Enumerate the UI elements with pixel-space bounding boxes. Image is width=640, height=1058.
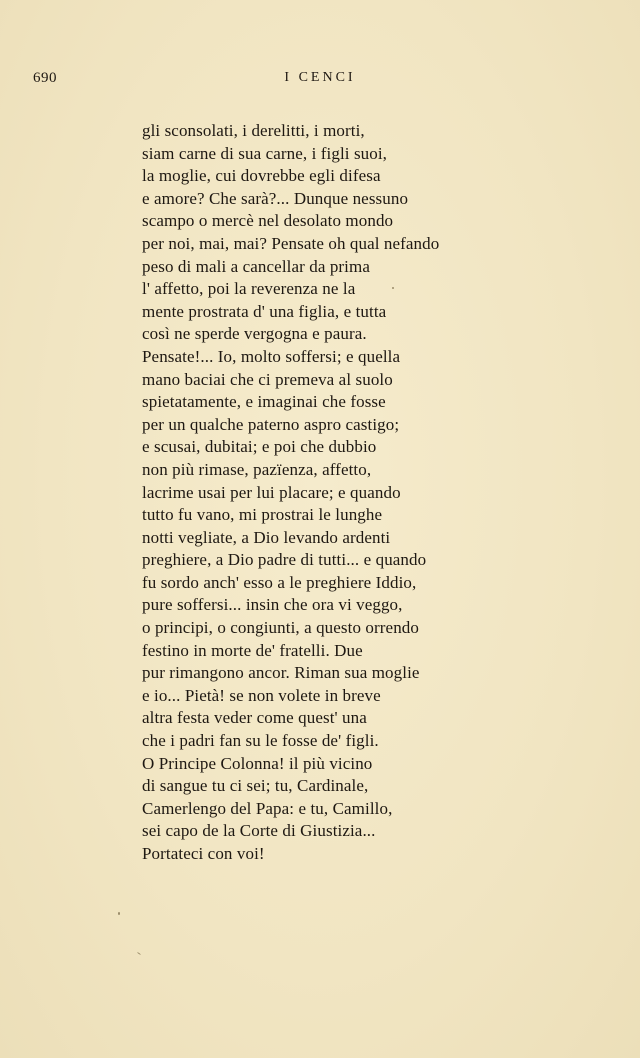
verse-line: mano baciai che ci premeva al suolo [142, 369, 393, 389]
verse-line: Camerlengo del Papa: e tu, Camillo, [142, 798, 393, 818]
verse-line: pure soffersi... insin che ora vi veggo, [142, 595, 403, 615]
verse-line: gli sconsolati, i derelitti, i morti, [142, 121, 365, 140]
verse-line: e io... Pietà! se non volete in breve [142, 685, 381, 705]
verse-line: pur rimangono ancor. Riman sua moglie [142, 663, 420, 683]
verse-line: tutto fu vano, mi prostrai le lunghe [142, 505, 383, 525]
running-title: I CENCI [284, 70, 356, 85]
verse-line: preghiere, a Dio padre di tutti... e quando [142, 550, 427, 570]
verse-line: l' affetto, poi la reverenza ne la [142, 279, 356, 299]
verse-line: O Principe Colonna! il più vicino [142, 753, 373, 773]
verse-line: per noi, mai, mai? Pensate oh qual nefando [142, 233, 440, 253]
verse-line: mente prostrata d' una figlia, e tutta [142, 301, 387, 321]
verse-line: Portateci con voi! [142, 844, 265, 863]
verse-line: la moglie, cui dovrebbe egli difesa [142, 166, 381, 186]
paper-speck [118, 912, 120, 915]
verse-line: per un qualche paterno aspro castigo; [142, 414, 400, 434]
verse-line: o principi, o congiunti, a questo orrendo [142, 618, 419, 638]
verse-line: lacrime usai per lui placare; e quando [142, 482, 401, 502]
verse-line: e scusai, dubitai; e poi che dubbio [142, 437, 377, 457]
verse-line: sei capo de la Corte di Giustizia... [142, 821, 376, 841]
verse-line: altra festa veder come quest' una [142, 708, 367, 728]
page-number: 690 [33, 70, 57, 86]
verse-line: di sangue tu ci sei; tu, Cardinale, [142, 776, 369, 796]
verse-line: scampo o mercè nel desolato mondo [142, 211, 394, 231]
verse-block [142, 120, 482, 866]
verse-line: notti vegliate, a Dio levando ardenti [142, 527, 391, 547]
verse-line: siam carne di sua carne, i figli suoi, [142, 143, 388, 163]
verse-line: peso di mali a cancellar da prima [142, 256, 370, 276]
verse-line: che i padri fan su le fosse de' figli. [142, 731, 379, 751]
paper-speck [392, 287, 394, 289]
verse-line: non più rimase, pazïenza, affetto, [142, 459, 372, 479]
verse-line: fu sordo anch' esso a le preghiere Iddio, [142, 572, 417, 592]
verse-line: Pensate!... Io, molto soffersi; e quella [142, 346, 401, 366]
verse-line: spietatamente, e imaginai che fosse [142, 392, 386, 412]
verse-line: e amore? Che sarà?... Dunque nessuno [142, 188, 409, 208]
verse-line: così ne sperde vergogna e paura. [142, 324, 367, 344]
verse-line: festino in morte de' fratelli. Due [142, 640, 363, 660]
paper-speck [137, 952, 141, 955]
